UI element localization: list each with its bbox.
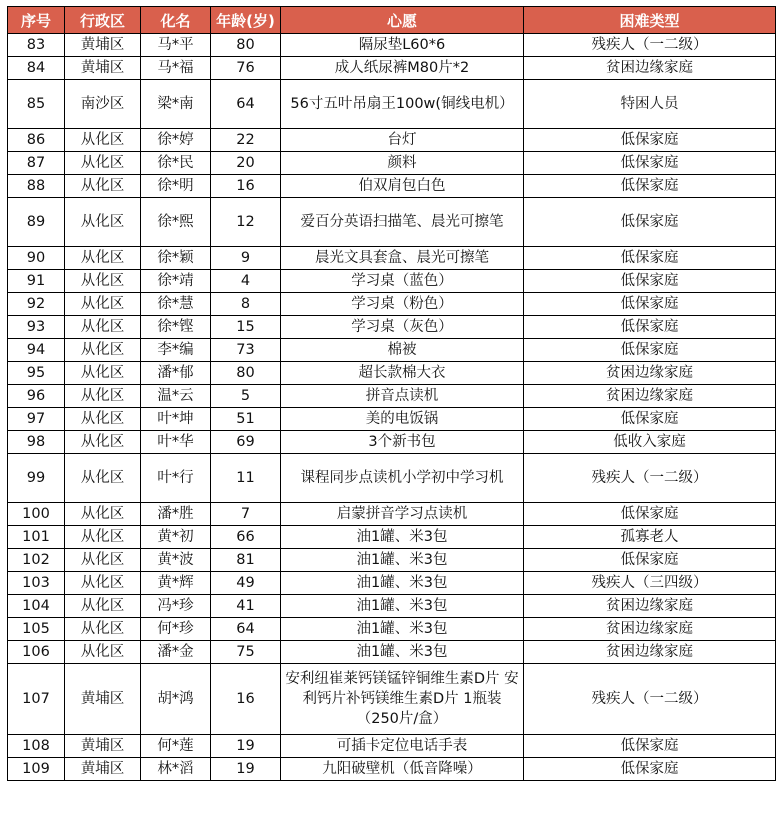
header-age: 年龄(岁) (211, 7, 281, 34)
cell-wish: 56寸五叶吊扇王100w(铜线电机） (281, 80, 524, 129)
cell-name: 黄*辉 (141, 572, 211, 595)
cell-wish: 拼音点读机 (281, 385, 524, 408)
cell-age: 49 (211, 572, 281, 595)
cell-name: 马*平 (141, 34, 211, 57)
cell-district: 从化区 (65, 316, 141, 339)
cell-wish: 晨光文具套盒、晨光可擦笔 (281, 247, 524, 270)
cell-age: 22 (211, 129, 281, 152)
cell-age: 15 (211, 316, 281, 339)
table-body (8, 34, 776, 781)
cell-no: 84 (8, 57, 65, 80)
cell-district: 从化区 (65, 152, 141, 175)
cell-district: 从化区 (65, 503, 141, 526)
cell-age: 75 (211, 641, 281, 664)
cell-age: 81 (211, 549, 281, 572)
cell-name: 温*云 (141, 385, 211, 408)
cell-age: 11 (211, 454, 281, 503)
table-row (8, 454, 776, 503)
cell-no: 100 (8, 503, 65, 526)
table-row (8, 641, 776, 664)
table-row (8, 431, 776, 454)
cell-district: 从化区 (65, 339, 141, 362)
table-row (8, 664, 776, 735)
cell-wish: 伯双肩包白色 (281, 175, 524, 198)
cell-wish: 爱百分英语扫描笔、晨光可擦笔 (281, 198, 524, 247)
cell-district: 黄埔区 (65, 57, 141, 80)
cell-name: 黄*波 (141, 549, 211, 572)
cell-district: 从化区 (65, 270, 141, 293)
cell-wish: 3个新书包 (281, 431, 524, 454)
table-row (8, 595, 776, 618)
table-row (8, 385, 776, 408)
table-row (8, 408, 776, 431)
cell-no: 93 (8, 316, 65, 339)
cell-no: 106 (8, 641, 65, 664)
cell-type: 低保家庭 (524, 129, 776, 152)
cell-name: 潘*郁 (141, 362, 211, 385)
cell-name: 徐*明 (141, 175, 211, 198)
cell-district: 从化区 (65, 618, 141, 641)
table-row (8, 293, 776, 316)
table-row (8, 735, 776, 758)
cell-name: 叶*坤 (141, 408, 211, 431)
cell-district: 从化区 (65, 247, 141, 270)
cell-name: 李*编 (141, 339, 211, 362)
cell-age: 76 (211, 57, 281, 80)
cell-type: 低保家庭 (524, 198, 776, 247)
cell-no: 95 (8, 362, 65, 385)
cell-name: 徐*慧 (141, 293, 211, 316)
table-row (8, 198, 776, 247)
cell-age: 80 (211, 362, 281, 385)
cell-type: 低保家庭 (524, 339, 776, 362)
table-row (8, 503, 776, 526)
cell-name: 徐*民 (141, 152, 211, 175)
cell-age: 66 (211, 526, 281, 549)
cell-type: 残疾人（三四级） (524, 572, 776, 595)
cell-type: 低保家庭 (524, 270, 776, 293)
cell-district: 从化区 (65, 129, 141, 152)
cell-type: 低保家庭 (524, 758, 776, 781)
cell-no: 89 (8, 198, 65, 247)
cell-no: 97 (8, 408, 65, 431)
cell-type: 特困人员 (524, 80, 776, 129)
cell-no: 99 (8, 454, 65, 503)
table-row (8, 339, 776, 362)
cell-no: 101 (8, 526, 65, 549)
cell-wish: 油1罐、米3包 (281, 595, 524, 618)
table-row (8, 34, 776, 57)
table-header-row (8, 7, 776, 34)
cell-district: 从化区 (65, 641, 141, 664)
cell-district: 从化区 (65, 549, 141, 572)
cell-district: 从化区 (65, 385, 141, 408)
cell-age: 8 (211, 293, 281, 316)
header-type: 困难类型 (524, 7, 776, 34)
cell-type: 低保家庭 (524, 247, 776, 270)
cell-no: 109 (8, 758, 65, 781)
cell-no: 94 (8, 339, 65, 362)
cell-name: 何*珍 (141, 618, 211, 641)
cell-district: 黄埔区 (65, 664, 141, 735)
table-row (8, 549, 776, 572)
cell-district: 从化区 (65, 431, 141, 454)
table-row (8, 316, 776, 339)
cell-district: 从化区 (65, 198, 141, 247)
cell-district: 南沙区 (65, 80, 141, 129)
cell-age: 41 (211, 595, 281, 618)
cell-age: 19 (211, 735, 281, 758)
cell-wish: 成人纸尿裤M80片*2 (281, 57, 524, 80)
table-row (8, 526, 776, 549)
cell-age: 64 (211, 618, 281, 641)
cell-age: 80 (211, 34, 281, 57)
cell-wish: 美的电饭锅 (281, 408, 524, 431)
table-row (8, 80, 776, 129)
cell-type: 贫困边缘家庭 (524, 57, 776, 80)
cell-name: 胡*鸿 (141, 664, 211, 735)
table-row (8, 572, 776, 595)
cell-age: 12 (211, 198, 281, 247)
cell-wish: 油1罐、米3包 (281, 572, 524, 595)
cell-type: 低收入家庭 (524, 431, 776, 454)
cell-no: 88 (8, 175, 65, 198)
cell-type: 低保家庭 (524, 293, 776, 316)
cell-age: 73 (211, 339, 281, 362)
header-district: 行政区 (65, 7, 141, 34)
cell-no: 87 (8, 152, 65, 175)
cell-age: 7 (211, 503, 281, 526)
cell-age: 16 (211, 664, 281, 735)
cell-no: 90 (8, 247, 65, 270)
cell-wish: 可插卡定位电话手表 (281, 735, 524, 758)
cell-wish: 隔尿垫L60*6 (281, 34, 524, 57)
cell-no: 103 (8, 572, 65, 595)
cell-type: 残疾人（一二级） (524, 454, 776, 503)
cell-age: 20 (211, 152, 281, 175)
cell-name: 何*莲 (141, 735, 211, 758)
cell-district: 从化区 (65, 572, 141, 595)
cell-name: 梁*南 (141, 80, 211, 129)
wish-table (7, 6, 776, 781)
cell-type: 残疾人（一二级） (524, 664, 776, 735)
cell-wish: 油1罐、米3包 (281, 549, 524, 572)
cell-district: 黄埔区 (65, 34, 141, 57)
cell-wish: 超长款棉大衣 (281, 362, 524, 385)
cell-type: 低保家庭 (524, 316, 776, 339)
table-row (8, 152, 776, 175)
wish-table-container (7, 6, 776, 781)
cell-type: 贫困边缘家庭 (524, 618, 776, 641)
cell-type: 低保家庭 (524, 503, 776, 526)
cell-age: 9 (211, 247, 281, 270)
cell-age: 19 (211, 758, 281, 781)
cell-wish: 颜料 (281, 152, 524, 175)
cell-type: 低保家庭 (524, 408, 776, 431)
cell-district: 从化区 (65, 293, 141, 316)
table-row (8, 129, 776, 152)
cell-wish: 课程同步点读机小学初中学习机 (281, 454, 524, 503)
cell-wish: 油1罐、米3包 (281, 618, 524, 641)
cell-wish: 学习桌（粉色） (281, 293, 524, 316)
cell-name: 徐*颖 (141, 247, 211, 270)
cell-name: 徐*婷 (141, 129, 211, 152)
cell-name: 叶*华 (141, 431, 211, 454)
cell-district: 黄埔区 (65, 735, 141, 758)
cell-district: 从化区 (65, 408, 141, 431)
cell-district: 从化区 (65, 595, 141, 618)
cell-type: 低保家庭 (524, 152, 776, 175)
table-row (8, 618, 776, 641)
cell-name: 冯*珍 (141, 595, 211, 618)
cell-no: 107 (8, 664, 65, 735)
cell-no: 102 (8, 549, 65, 572)
cell-type: 低保家庭 (524, 175, 776, 198)
cell-no: 105 (8, 618, 65, 641)
cell-no: 86 (8, 129, 65, 152)
cell-age: 64 (211, 80, 281, 129)
cell-wish: 棉被 (281, 339, 524, 362)
cell-type: 贫困边缘家庭 (524, 641, 776, 664)
cell-type: 贫困边缘家庭 (524, 595, 776, 618)
cell-name: 林*滔 (141, 758, 211, 781)
cell-no: 104 (8, 595, 65, 618)
cell-name: 潘*金 (141, 641, 211, 664)
table-row (8, 270, 776, 293)
cell-no: 96 (8, 385, 65, 408)
cell-age: 4 (211, 270, 281, 293)
header-name: 化名 (141, 7, 211, 34)
cell-name: 徐*铿 (141, 316, 211, 339)
cell-type: 低保家庭 (524, 549, 776, 572)
header-no: 序号 (8, 7, 65, 34)
cell-district: 从化区 (65, 526, 141, 549)
cell-type: 孤寡老人 (524, 526, 776, 549)
table-row (8, 362, 776, 385)
cell-no: 98 (8, 431, 65, 454)
cell-age: 51 (211, 408, 281, 431)
cell-wish: 九阳破壁机（低音降噪） (281, 758, 524, 781)
cell-wish: 油1罐、米3包 (281, 526, 524, 549)
cell-type: 残疾人（一二级） (524, 34, 776, 57)
cell-name: 徐*靖 (141, 270, 211, 293)
cell-name: 马*福 (141, 57, 211, 80)
cell-type: 低保家庭 (524, 735, 776, 758)
cell-type: 贫困边缘家庭 (524, 362, 776, 385)
cell-district: 从化区 (65, 362, 141, 385)
header-wish: 心愿 (281, 7, 524, 34)
cell-wish: 安利纽崔莱钙镁锰锌铜维生素D片 安利钙片补钙镁维生素D片 1瓶装（250片/盒） (281, 664, 524, 735)
cell-name: 潘*胜 (141, 503, 211, 526)
cell-district: 黄埔区 (65, 758, 141, 781)
cell-name: 叶*行 (141, 454, 211, 503)
table-row (8, 758, 776, 781)
cell-type: 贫困边缘家庭 (524, 385, 776, 408)
cell-name: 徐*熙 (141, 198, 211, 247)
cell-no: 83 (8, 34, 65, 57)
cell-wish: 油1罐、米3包 (281, 641, 524, 664)
cell-no: 85 (8, 80, 65, 129)
table-row (8, 247, 776, 270)
cell-district: 从化区 (65, 175, 141, 198)
cell-age: 5 (211, 385, 281, 408)
cell-wish: 学习桌（蓝色） (281, 270, 524, 293)
cell-age: 16 (211, 175, 281, 198)
table-row (8, 57, 776, 80)
cell-district: 从化区 (65, 454, 141, 503)
cell-no: 108 (8, 735, 65, 758)
cell-name: 黄*初 (141, 526, 211, 549)
cell-no: 92 (8, 293, 65, 316)
cell-age: 69 (211, 431, 281, 454)
table-row (8, 175, 776, 198)
cell-wish: 学习桌（灰色） (281, 316, 524, 339)
cell-wish: 启蒙拼音学习点读机 (281, 503, 524, 526)
cell-wish: 台灯 (281, 129, 524, 152)
cell-no: 91 (8, 270, 65, 293)
